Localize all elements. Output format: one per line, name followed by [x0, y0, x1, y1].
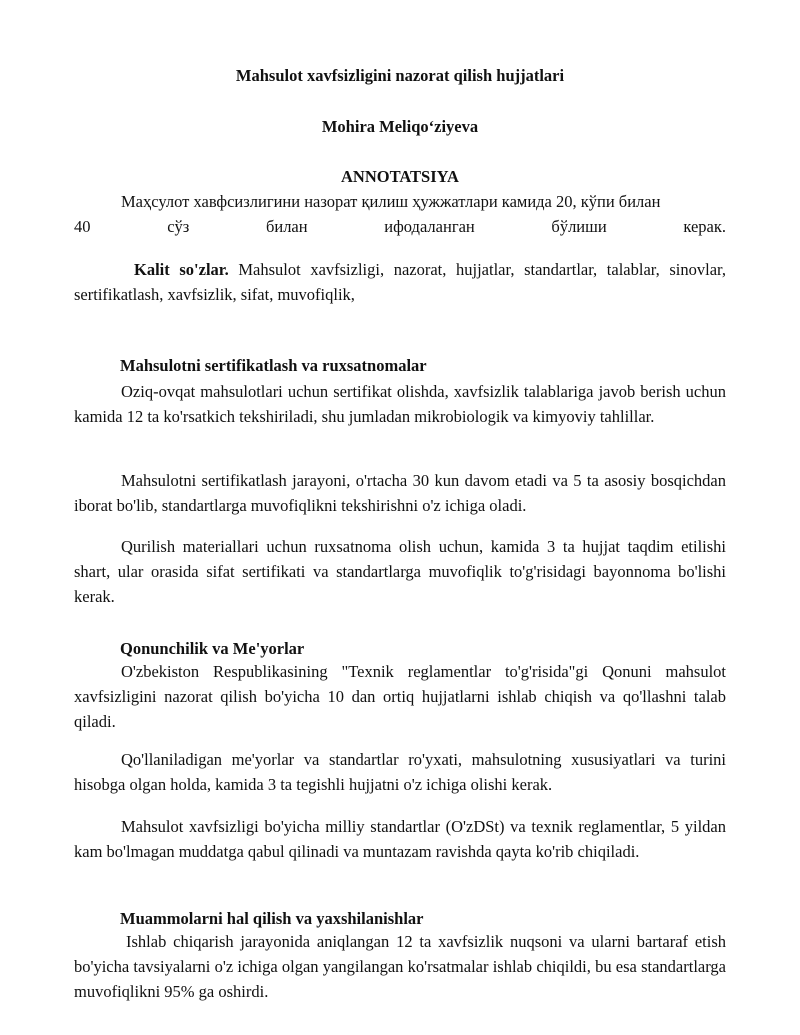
section-paragraph: Qo'llaniladigan me'yorlar va standartlar ro'yxati, mahsulotning xususiyatlari va turini hisobga olgan holda, kamida 3 ta tegishli hujjatni o'z ichiga olishi kerak. — [74, 750, 726, 794]
annotation-heading: ANNOTATSIYA — [341, 167, 459, 186]
section-paragraph: Oziq-ovqat mahsulotlari uchun sertifikat olishda, xavfsizlik talablariga javob berish uchun kamida 12 ta ko'rsatkich tekshiriladi, shu jumladan mikrobiologik va kimyoviy tahlillar. — [74, 382, 726, 426]
annotation-line-1: Маҳсулот хавфсизлигини назорат қилиш ҳужжатлари камида 20, кўпи билан — [121, 192, 661, 211]
document-author: Mohira Meliqo‘ziyeva — [321, 117, 479, 136]
keywords-text: Mahsulot xavfsizligi, nazorat, hujjatlar, standartlar, talablar, sinovlar, sertifikatlash, xavfsizlik, sifat, muvofiqlik, — [74, 260, 726, 304]
section-paragraph: Mahsulotni sertifikatlash jarayoni, o'rtacha 30 kun davom etadi va 5 ta asosiy bosqichdan iborat bo'lib, standartlarga muvofiqlikni tekshirishni o'z ichiga oladi. — [74, 471, 726, 515]
annotation-line-2: 40 сўз билан ифодаланган бўлиши керак. — [74, 217, 726, 236]
keywords-label: Kalit so'zlar. — [134, 260, 229, 279]
section-paragraph: Qurilish materiallari uchun ruxsatnoma olish uchun, kamida 3 ta hujjat taqdim etilishi shart, ular orasida sifat sertifikati va standartlarga muvofiqlik to'g'risidagi bayonnoma bo'lishi kerak. — [74, 537, 726, 606]
section-heading-certification: Mahsulotni sertifikatlash va ruxsatnomalar — [120, 356, 427, 375]
section-heading-improvements: Muammolarni hal qilish va yaxshilanishlar — [120, 909, 424, 928]
section-paragraph: Mahsulot xavfsizligi bo'yicha milliy standartlar (O'zDSt) va texnik reglamentlar, 5 yildan kam bo'lmagan muddatga qabul qilinadi va muntazam ravishda qayta ko'rib chiqiladi. — [74, 817, 726, 861]
keywords-paragraph — [74, 257, 726, 307]
document-title: Mahsulot xavfsizligini nazorat qilish hujjatlari — [235, 66, 565, 85]
section-paragraph: O'zbekiston Respublikasining "Texnik reglamentlar to'g'risida"gi Qonuni mahsulot xavfsizligini nazorat qilish bo'yicha 10 dan ortiq hujjatlarni ishlab chiqish va qo'llashni talab qiladi. — [74, 662, 726, 731]
section-heading-legislation: Qonunchilik va Me'yorlar — [120, 639, 305, 658]
section-paragraph: Ishlab chiqarish jarayonida aniqlangan 12 ta xavfsizlik nuqsoni va ularni bartaraf etish bo'yicha tavsiyalarni o'z ichiga olgan yangilangan ko'rsatmalar ishlab chiqildi, bu esa standartlarga muvofiqlikni 95% ga oshirdi. — [74, 932, 726, 1001]
